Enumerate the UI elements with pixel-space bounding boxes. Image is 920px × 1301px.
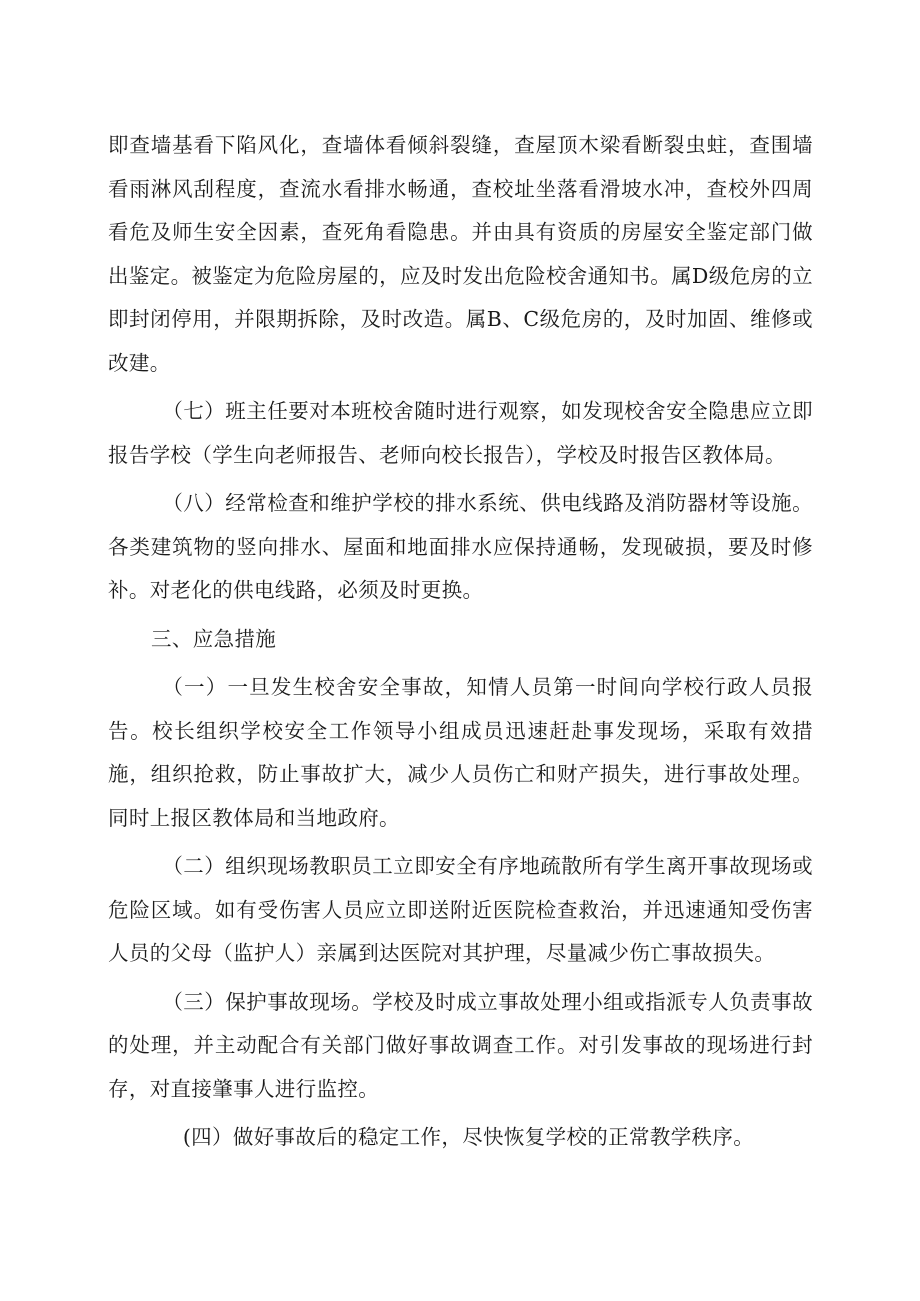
paragraph-item-8: （八）经常检查和维护学校的排水系统、供电线路及消防器材等设施。各类建筑物的竖向排水、屋面和地面排水应保持通畅，发现破损，要及时修补。对老化的供电线路，必须及时更换。 xyxy=(108,491,813,602)
section-heading-emergency-measures: 三、应急措施 xyxy=(151,626,277,651)
paragraph-inspection-continuation: 即查墙基看下陷风化，查墙体看倾斜裂缝，查屋顶木梁看断裂虫蛀，查围墙看雨淋风刮程度，查流水看排水畅通，查校址坐落看滑坡水冲，查校外四周看危及师生安全因素，查死角看隐患。并由具有资质的房屋安全鉴定部门做出鉴定。被鉴定为危险房屋的，应及时发出危险校舍通知书。属D级危房的立即封闭停用，并限期拆除，及时改造。属B、C级危房的，及时加固、维修或改建。 xyxy=(108,133,813,375)
paragraph-emergency-1: （一）一旦发生校舍安全事故，知情人员第一时间向学校行政人员报告。校长组织学校安全工作领导小组成员迅速赶赴事发现场，采取有效措施，组织抢救，防止事故扩大，减少人员伤亡和财产损失，进行事故处理。同时上报区教体局和当地政府。 xyxy=(108,675,813,830)
paragraph-emergency-3: （三）保护事故现场。学校及时成立事故处理小组或指派专人负责事故的处理，并主动配合有关部门做好事故调查工作。对引发事故的现场进行封存，对直接肇事人进行监控。 xyxy=(108,989,813,1101)
paragraph-emergency-4: (四）做好事故后的稳定工作，尽快恢复学校的正常教学秩序。 xyxy=(182,1125,755,1149)
document-page xyxy=(108,124,813,1160)
paragraph-emergency-2: （二）组织现场教职员工立即安全有序地疏散所有学生离开事故现场或危险区域。如有受伤害人员应立即送附近医院检查救治，并迅速通知受伤害人员的父母（监护人）亲属到达医院对其护理，尽量减少伤亡事故损失。 xyxy=(108,854,813,965)
paragraph-item-7: （七）班主任要对本班校舍随时进行观察，如发现校舍安全隐患应立即报告学校（学生向老师报告、老师向校长报告），学校及时报告区教体局。 xyxy=(108,399,813,467)
